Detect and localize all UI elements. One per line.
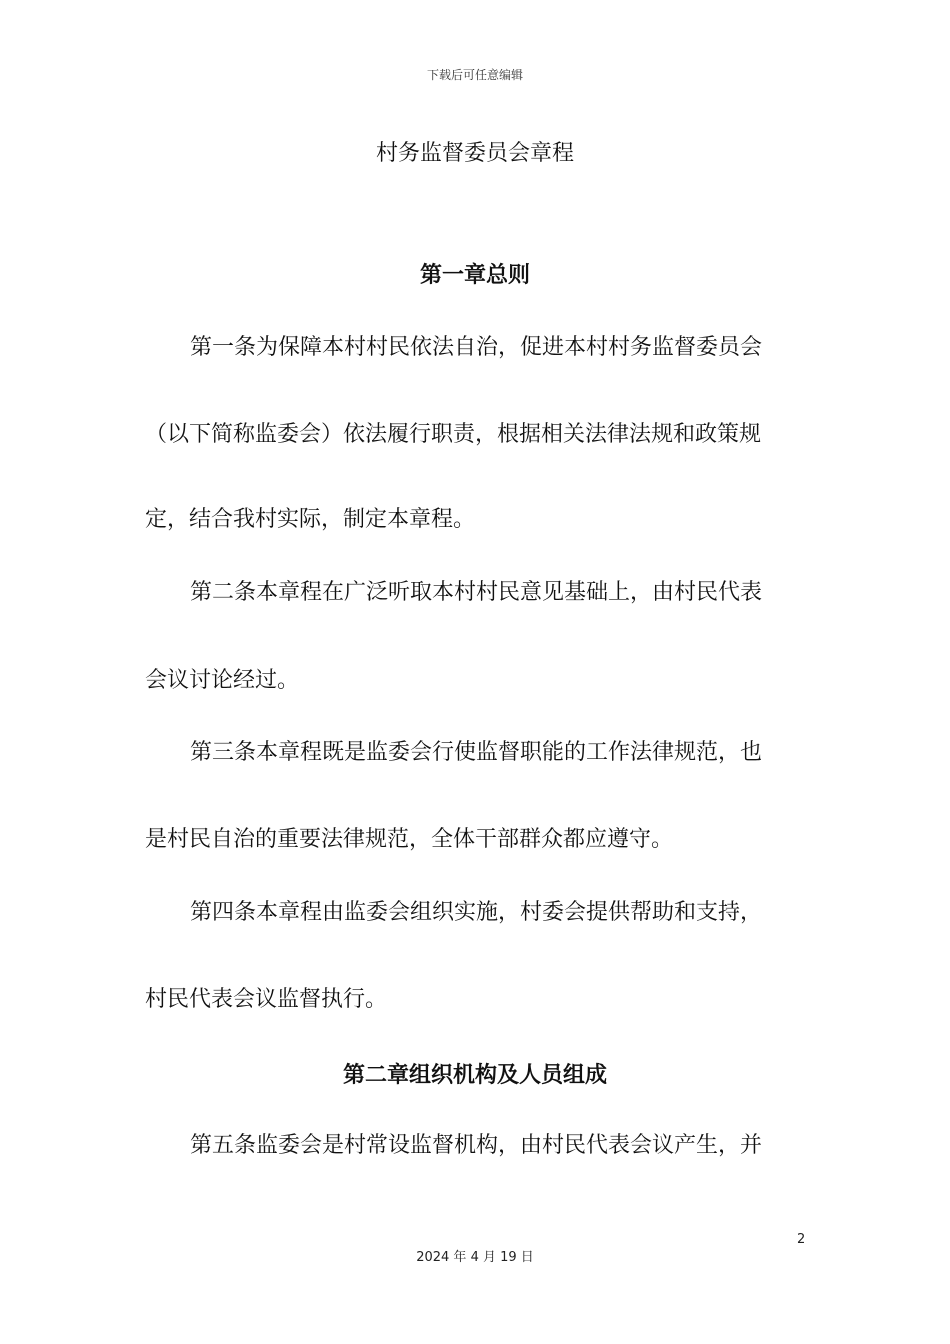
chapter-heading: 第二章组织机构及人员组成	[342, 1063, 607, 1088]
footer-date: 2024 年 4 月 19 日	[416, 1250, 534, 1265]
paragraph-line: 是村民自治的重要法律规范，全体干部群众都应遵守。	[145, 827, 674, 852]
paragraph-line: 会议讨论经过。	[145, 668, 300, 693]
paragraph-line: 第三条本章程既是监委会行使监督职能的工作法律规范，也	[190, 740, 763, 765]
page-number: 2	[797, 1232, 806, 1247]
paragraph-line: （以下简称监委会）依法履行职责，根据相关法律法规和政策规	[145, 422, 762, 447]
paragraph-line: 第四条本章程由监委会组织实施，村委会提供帮助和支持，	[190, 900, 763, 925]
paragraph-line: 第二条本章程在广泛听取本村村民意见基础上，由村民代表	[190, 580, 763, 605]
paragraph-line: 村民代表会议监督执行。	[145, 987, 388, 1012]
paragraph-line: 第五条监委会是村常设监督机构，由村民代表会议产生，并	[190, 1133, 763, 1158]
page-header: 下载后可任意编辑	[426, 68, 523, 82]
paragraph-line: 第一条为保障本村村民依法自治，促进本村村务监督委员会	[190, 335, 763, 360]
paragraph-line: 定，结合我村实际，制定本章程。	[145, 507, 476, 532]
chapter-heading: 第一章总则	[419, 263, 530, 288]
document-title: 村务监督委员会章程	[375, 141, 574, 166]
